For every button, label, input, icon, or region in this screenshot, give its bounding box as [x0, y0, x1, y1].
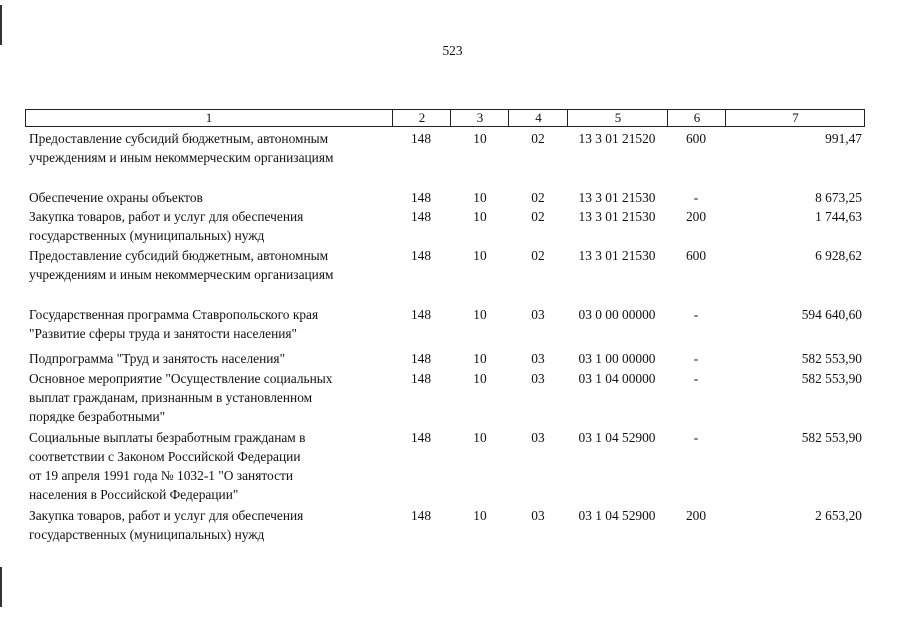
- row-col-5: 03 1 04 52900: [578, 508, 656, 523]
- row-col-3: 10: [473, 508, 487, 523]
- row-col-7: 2 653,20: [815, 508, 862, 523]
- row-col-7: 1 744,63: [815, 209, 862, 224]
- row-name: Государственная программа Ставропольского края "Развитие сферы труда и занятости населения": [29, 307, 319, 341]
- row-name: Закупка товаров, работ и услуг для обеспечения государственных (муниципальных) нужд: [29, 209, 304, 243]
- row-col-5: 13 3 01 21520: [578, 131, 656, 146]
- row-col-3: 10: [473, 307, 487, 322]
- row-col-5: 13 3 01 21530: [578, 209, 656, 224]
- row-name: Предоставление субсидий бюджетным, автономным учреждениям и иным некоммерческим организациям: [29, 131, 334, 165]
- row-col-2: 148: [410, 430, 432, 445]
- header-col-3: 3: [450, 110, 509, 126]
- row-col-3: 10: [473, 190, 487, 205]
- header-col-2: 2: [392, 110, 451, 126]
- row-name: Подпрограмма "Труд и занятость населения": [29, 351, 286, 366]
- row-col-6: 200: [685, 508, 707, 523]
- row-name: Обеспечение охраны объектов: [29, 190, 203, 205]
- row-col-4: 03: [531, 371, 545, 386]
- row-col-4: 03: [531, 508, 545, 523]
- row-col-5: 03 1 00 00000: [578, 351, 656, 366]
- row-col-6: 600: [685, 131, 707, 146]
- row-col-3: 10: [473, 209, 487, 224]
- row-col-2: 148: [410, 351, 432, 366]
- row-col-7: 8 673,25: [815, 190, 862, 205]
- scan-edge-mark-top: [0, 5, 2, 45]
- row-col-7: 991,47: [825, 131, 862, 146]
- header-col-1: 1: [205, 110, 213, 125]
- row-col-4: 02: [531, 209, 545, 224]
- row-col-4: 02: [531, 131, 545, 146]
- row-col-3: 10: [473, 371, 487, 386]
- row-col-5: 03 1 04 00000: [578, 371, 656, 386]
- header-col-7: 7: [725, 110, 865, 126]
- row-col-7: 582 553,90: [801, 430, 862, 445]
- header-col-6: 6: [667, 110, 726, 126]
- header-col-4: 4: [508, 110, 568, 126]
- row-col-6: 200: [685, 209, 707, 224]
- row-col-3: 10: [473, 248, 487, 263]
- row-col-5: 13 3 01 21530: [578, 248, 656, 263]
- row-col-4: 02: [531, 190, 545, 205]
- page-number: 523: [442, 43, 463, 58]
- row-col-5: 03 0 00 00000: [578, 307, 656, 322]
- row-col-2: 148: [410, 371, 432, 386]
- row-col-6: -: [693, 307, 699, 322]
- scan-edge-mark-bottom: [0, 567, 2, 607]
- row-col-6: -: [693, 430, 699, 445]
- row-col-3: 10: [473, 131, 487, 146]
- row-col-3: 10: [473, 351, 487, 366]
- row-col-7: 6 928,62: [815, 248, 862, 263]
- row-col-7: 582 553,90: [801, 351, 862, 366]
- row-col-7: 582 553,90: [801, 371, 862, 386]
- row-col-2: 148: [410, 190, 432, 205]
- row-col-3: 10: [473, 430, 487, 445]
- header-col-5: 5: [567, 110, 668, 126]
- row-col-6: 600: [685, 248, 707, 263]
- row-col-6: -: [693, 351, 699, 366]
- row-col-5: 13 3 01 21530: [578, 190, 656, 205]
- row-col-4: 03: [531, 307, 545, 322]
- row-name: Закупка товаров, работ и услуг для обеспечения государственных (муниципальных) нужд: [29, 508, 304, 542]
- row-col-6: -: [693, 190, 699, 205]
- row-col-5: 03 1 04 52900: [578, 430, 656, 445]
- row-name: Основное мероприятие "Осуществление социальных выплат гражданам, признанным в установленном порядке безработными": [29, 371, 333, 424]
- row-col-7: 594 640,60: [801, 307, 862, 322]
- row-name: Социальные выплаты безработным гражданам в соответствии с Законом Российской Федерации от 19 апреля 1991 года № 1032-1 "О занятости населения в Российской Федерации": [29, 430, 306, 502]
- row-name: Предоставление субсидий бюджетным, автономным учреждениям и иным некоммерческим организациям: [29, 248, 334, 282]
- row-col-2: 148: [410, 131, 432, 146]
- row-col-4: 03: [531, 430, 545, 445]
- row-col-2: 148: [410, 307, 432, 322]
- table-header: [25, 109, 865, 127]
- row-col-4: 03: [531, 351, 545, 366]
- row-col-6: -: [693, 371, 699, 386]
- row-col-2: 148: [410, 209, 432, 224]
- row-col-2: 148: [410, 508, 432, 523]
- row-col-4: 02: [531, 248, 545, 263]
- row-col-2: 148: [410, 248, 432, 263]
